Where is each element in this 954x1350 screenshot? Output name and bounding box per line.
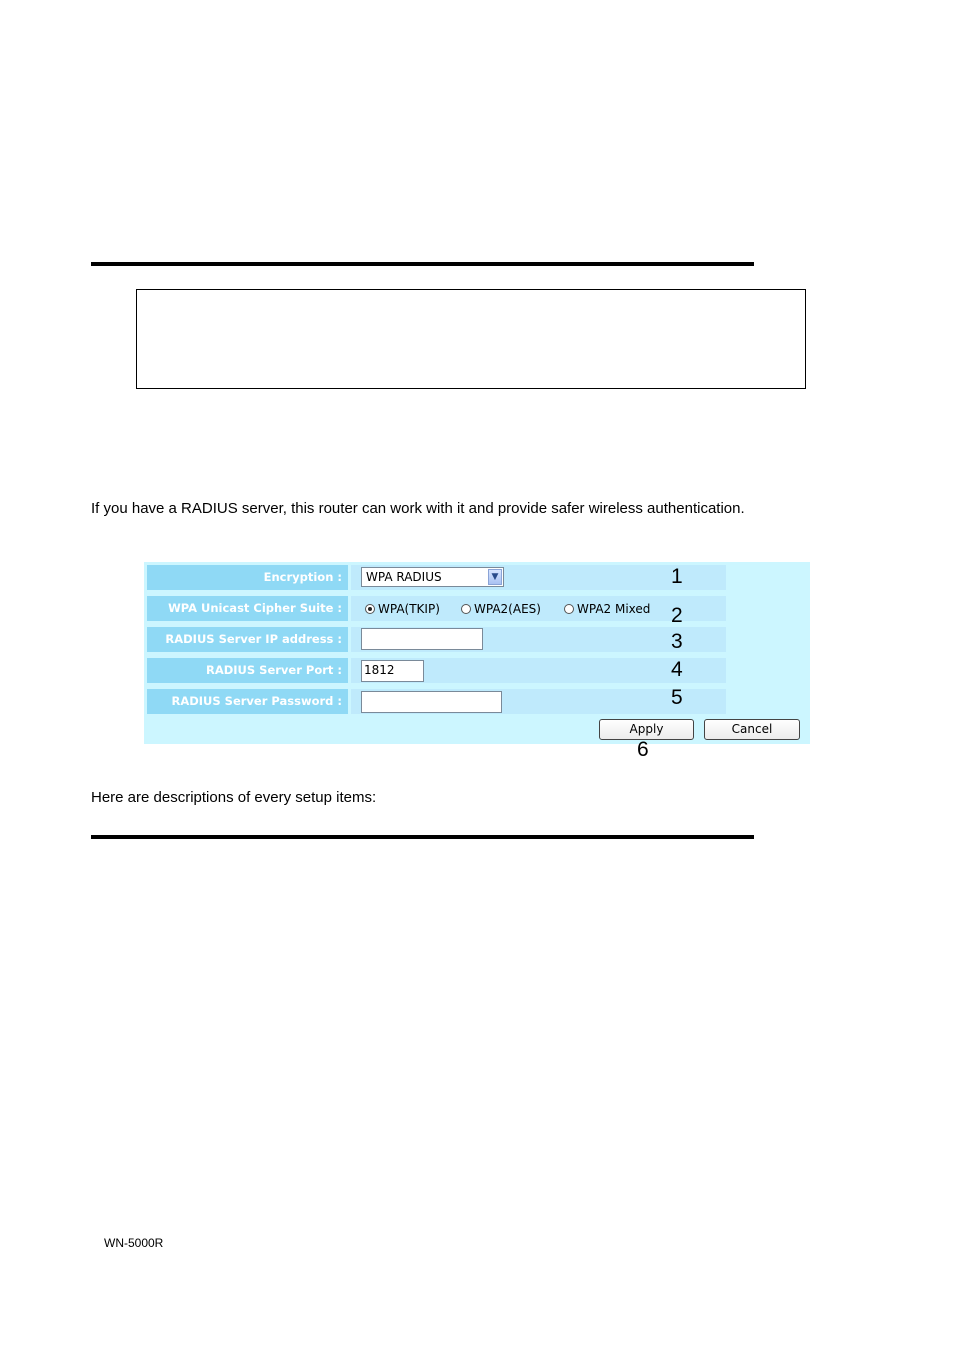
radio-unchecked-icon[interactable]	[564, 604, 574, 614]
callout-number: 6	[637, 738, 649, 761]
cipher-option-wpa2-mixed[interactable]	[564, 600, 650, 618]
radius-settings-form	[144, 562, 810, 744]
radius-password-label: RADIUS Server Password :	[147, 689, 348, 714]
radius-password-input[interactable]	[361, 691, 502, 713]
encryption-selected-value: WPA RADIUS	[366, 570, 442, 584]
radius-port-input[interactable]: 1812	[361, 660, 424, 682]
cipher-suite-label: WPA Unicast Cipher Suite :	[147, 596, 348, 621]
cancel-button[interactable]: Cancel	[704, 719, 800, 740]
radio-checked-icon[interactable]	[365, 604, 375, 614]
radio-unchecked-icon[interactable]	[461, 604, 471, 614]
chevron-down-icon[interactable]: ▼	[488, 569, 502, 585]
footer-model: WN-5000R	[104, 1236, 164, 1250]
callout-number: 5	[671, 686, 683, 709]
bottom-rule	[91, 835, 754, 839]
cipher-option-wpa-tkip[interactable]	[365, 600, 440, 618]
radius-ip-label: RADIUS Server IP address :	[147, 627, 348, 652]
radius-port-label: RADIUS Server Port :	[147, 658, 348, 683]
callout-number: 4	[671, 658, 683, 681]
cipher-option-label: WPA2 Mixed	[577, 602, 651, 616]
top-rule	[91, 262, 754, 266]
callout-number: 2	[671, 604, 683, 627]
callout-number: 1	[671, 565, 683, 588]
cipher-option-wpa2-aes[interactable]	[461, 600, 541, 618]
apply-button[interactable]: Apply	[599, 719, 694, 740]
radius-ip-input[interactable]	[361, 628, 483, 650]
note-box	[136, 289, 806, 389]
intro-paragraph: If you have a RADIUS server, this router can work with it and provide safer wireless authentication.	[91, 500, 745, 517]
encryption-select[interactable]	[361, 567, 504, 587]
encryption-label: Encryption :	[147, 565, 348, 590]
description-intro: Here are descriptions of every setup items:	[91, 789, 377, 806]
cipher-option-label: WPA(TKIP)	[378, 602, 440, 616]
callout-number: 3	[671, 630, 683, 653]
cipher-option-label: WPA2(AES)	[474, 602, 541, 616]
